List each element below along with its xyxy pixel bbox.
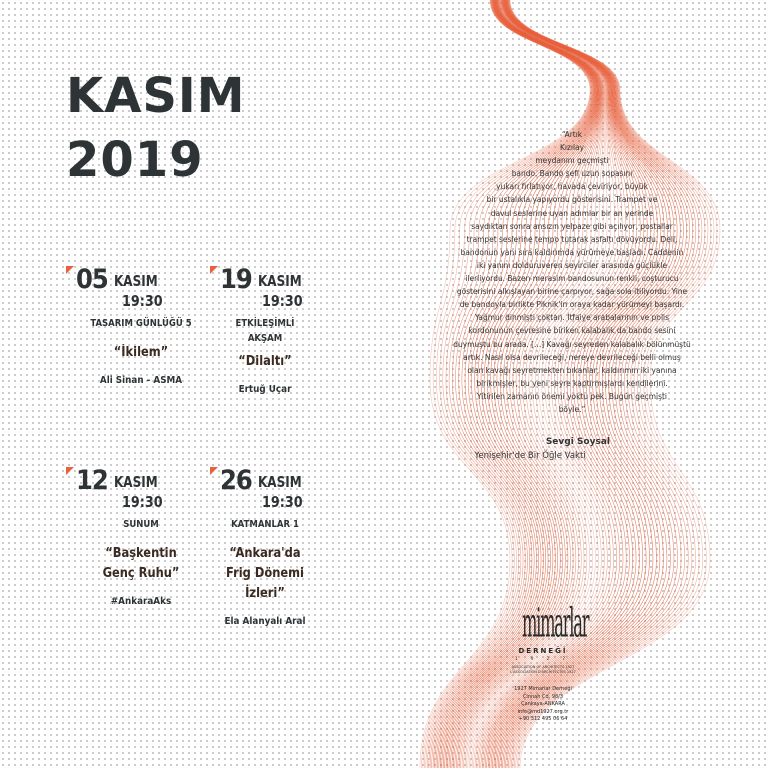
event-date: [66, 465, 216, 511]
quote-line: bando. Bando şefi uzun sopasını: [511, 168, 633, 179]
event-card-1[interactable]: [66, 266, 216, 386]
address-line[interactable]: +90 312 495 06 64: [518, 716, 568, 722]
event-date: [66, 264, 216, 310]
address-line: 1927 Mimarlar Derneği: [514, 686, 572, 692]
event-month: KASIM: [114, 272, 158, 290]
event-day: 19: [220, 264, 252, 295]
corner-triangle-icon: [66, 266, 74, 274]
quote-text: [418, 128, 726, 416]
quote-line: artık. Nasıl olsa devrileceği, nereye devrileceği belli olmuş: [463, 351, 681, 362]
event-presenter: Ali Sinan - ASMA: [99, 375, 183, 386]
quote-line: Kızılay: [559, 142, 585, 153]
quote-line: meydanını geçmişti: [535, 155, 609, 166]
logo-year: 1 9 2 7: [515, 656, 571, 661]
corner-triangle-icon: [210, 266, 218, 274]
event-name: “Başkentin Genç Ruhu”: [102, 546, 180, 581]
quote-line: duymuştu bu arada. [...] Kavağı seyreden kalabalık bölünmüştü: [453, 338, 691, 349]
event-time: 19:30: [262, 493, 303, 511]
event-day: 26: [220, 465, 252, 496]
event-card-3[interactable]: [66, 467, 216, 607]
quote-line: böyle.”: [558, 403, 586, 414]
event-time: 19:30: [122, 292, 163, 310]
quote-line: birikmişler, bu yeni seyre kaptırmışlardı kendilerini.: [476, 377, 668, 388]
quote-line: Yitirilen zamanın önemi yoktu pek. Bugün geçmişti: [477, 390, 667, 401]
event-date: [210, 465, 320, 511]
event-category: TASARIM GÜNLÜĞÜ 5: [90, 318, 192, 329]
logo-tagline-en: ASSOCIATION OF ARCHITECTS 1927: [511, 665, 575, 669]
event-card-4[interactable]: [210, 467, 320, 627]
quote-line: bir ustalıkla yapıyordu gösterisini. Trampet ve: [486, 194, 658, 205]
address-line: Çankaya-ANKARA: [521, 701, 565, 707]
quote-author: Sevgi Soysal: [545, 437, 610, 447]
event-day: 05: [76, 264, 108, 295]
event-name: “Ankara'da Frig Dönemi İzleri”: [226, 546, 304, 601]
quote-line: “Artık: [561, 129, 583, 139]
event-presenter: Ela Alanyalı Aral: [224, 616, 306, 627]
event-day: 12: [76, 465, 108, 496]
quote-line: ilerliyordu. Bazen merasim bandosunun renkli, coşturucu: [465, 273, 679, 284]
logo-subtitle: DERNEĞİ: [518, 647, 568, 655]
event-time: 19:30: [122, 493, 163, 511]
quote-line: trampet seslerine tempo tutarak asfaltı dövüyordu. Deli,: [466, 233, 678, 244]
logo-tagline: [505, 665, 581, 675]
quote-line: Yağmur dinmişti çoktan. İtfaiye arabalarının ve polis: [474, 312, 669, 323]
quote-line: de bandoyla birlikte Piknik'in oraya kadar yürümeyi başardı.: [459, 299, 685, 310]
quote-line: bandonun yanı sıra kaldırımda yürümeye başladı. Caddenin: [460, 246, 684, 257]
logo-tagline-fr: L'ASSOCIATION D'ARCHITECTES 1927: [510, 670, 576, 674]
event-name: “Dilaltı”: [238, 354, 292, 369]
quote-line: olan kavağı seyretmekten bıkanlar, kaldırımın iki yanına: [467, 364, 677, 375]
event-time: 19:30: [262, 292, 303, 310]
address-line[interactable]: info@md1927.org.tr: [517, 708, 569, 715]
event-card-2[interactable]: [210, 266, 320, 395]
quote-line: davul seslerine uyan adımlar bir an yerinde: [490, 207, 654, 218]
event-presenter: #AnkaraAks: [110, 596, 172, 607]
quote-line: gösterisini alkışlayan birine çarpıyor, sağa sola itiliyordu. Yine: [456, 286, 688, 297]
contact-address: [500, 686, 586, 724]
event-month: KASIM: [258, 473, 302, 491]
event-presenter: Ertuğ Uçar: [238, 384, 292, 395]
event-month: KASIM: [114, 473, 158, 491]
quote-line: yukarı fırlatıyor, havada çeviriyor, büyük: [496, 181, 648, 192]
address-line: Cinnah Cd. 98/3: [522, 693, 564, 700]
quote-source: Yenişehir'de Bir Öğle Vakti: [474, 451, 586, 461]
quote-line: iki yanını dolduruveren seyirciler arasında güçlükle: [476, 259, 668, 270]
event-name: “İkilem”: [113, 345, 169, 360]
event-category: KATMANLAR 1: [231, 519, 299, 530]
corner-triangle-icon: [210, 467, 218, 475]
page-title-year: 2019: [66, 132, 204, 188]
event-date: [210, 264, 320, 310]
quote-line: saydıktan sonra ansızın yelpaze gibi açılıyor, postallar: [471, 220, 673, 231]
page-title-month: KASIM: [66, 68, 246, 124]
event-category: SUNUM: [123, 519, 159, 530]
event-month: KASIM: [258, 272, 302, 290]
event-category: ETKİLEŞİMLİ AKŞAM: [235, 318, 295, 344]
quote-line: kordonunun çevresine biriken kalabalık da bando sesini: [468, 325, 676, 336]
organization-logo: mimarlar: [522, 600, 589, 647]
corner-triangle-icon: [66, 467, 74, 475]
